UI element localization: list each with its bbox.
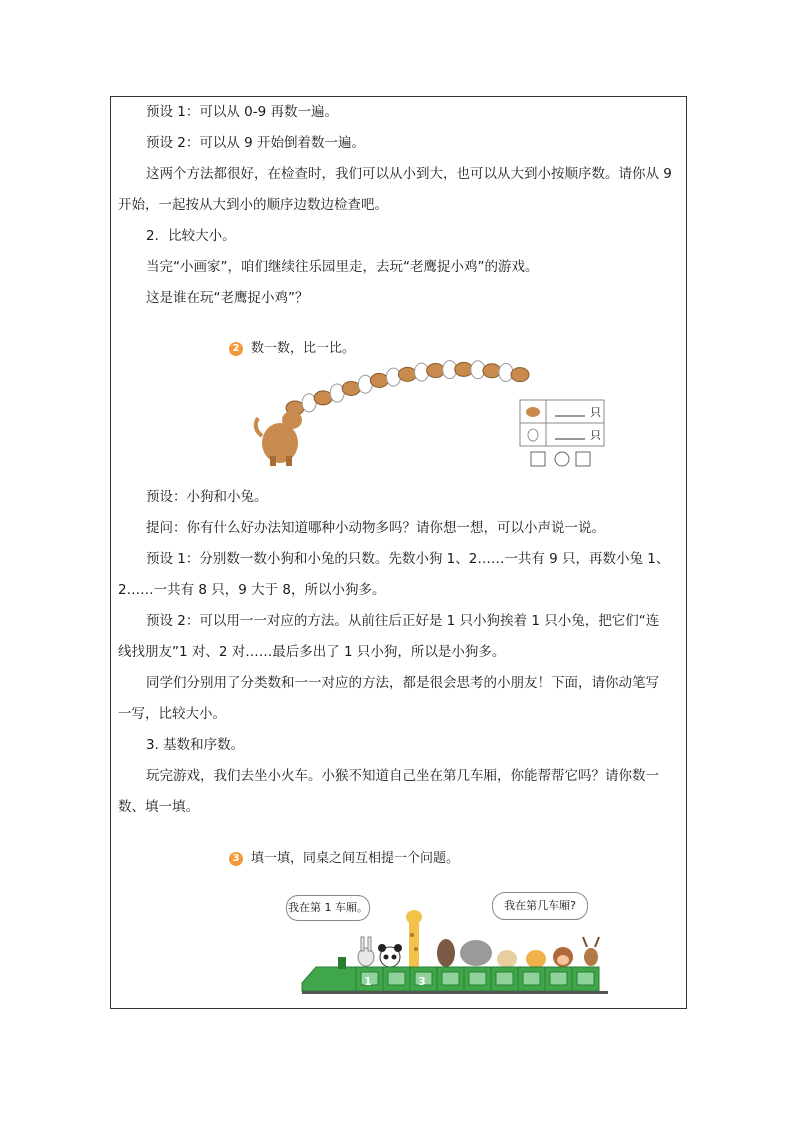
figure2-title-text: 填一填，同桌之间互相提一个问题。 — [251, 851, 460, 866]
paragraph-summary-line2: 一写，比较大小。 — [118, 706, 226, 722]
train-illustration — [298, 905, 610, 1000]
rabbit-passenger-icon — [358, 937, 374, 966]
panda-passenger-icon — [378, 944, 402, 967]
train-car-window[interactable] — [496, 972, 513, 985]
dog-icon — [483, 364, 501, 378]
figure2-title — [229, 847, 459, 866]
dog-icon — [314, 391, 332, 405]
paragraph-train-line1: 玩完游戏，我们去坐小火车。小猴不知道自己坐在第几车厢，你能帮帮它吗？请你数一 — [146, 768, 659, 784]
paragraph-train-line2: 数、填一填。 — [118, 799, 199, 815]
paragraph-preset-a-line2: 2……一共有 8 只，9 大于 8，所以小狗多。 — [118, 582, 386, 598]
dog-icon — [342, 381, 360, 395]
paragraph-preset-b-line2: 线找朋友”1 对、2 对……最后多出了 1 只小狗，所以是小狗多。 — [118, 644, 506, 660]
dog-passenger-icon — [497, 950, 517, 968]
figure1-number-badge: 2 — [229, 342, 243, 356]
dog-icon — [399, 367, 417, 381]
train-engine — [302, 957, 356, 991]
dog-icon — [370, 373, 388, 387]
paragraph-preset-a-line1: 预设 1：分别数一数小狗和小兔的只数。先数小狗 1、2……一共有 9 只，再数小兔 1、 — [146, 551, 670, 567]
paragraph-summary-line1: 同学们分别用了分类数和一一对应的方法，都是很会思考的小朋友！下面，请你动笔写 — [146, 675, 659, 691]
figure1-title-text: 数一数，比一比。 — [251, 341, 356, 356]
train-car-window[interactable] — [442, 972, 459, 985]
dog-icon — [526, 407, 540, 417]
monkey-passenger-icon — [553, 947, 573, 967]
horse-passenger-icon — [437, 939, 455, 967]
train-car-window[interactable] — [550, 972, 567, 985]
train-car-window[interactable] — [523, 972, 540, 985]
figure1-illustration — [250, 348, 610, 473]
rabbit-icon — [386, 368, 400, 386]
answer-box-right[interactable] — [576, 452, 590, 466]
train-car-window[interactable] — [577, 972, 594, 985]
count-table — [520, 400, 604, 466]
big-dog-icon — [256, 411, 302, 466]
paragraph-preset-1: 预设 1：可以从 0-9 再数一遍。 — [146, 104, 339, 120]
paragraph-methods-line2: 开始，一起按从大到小的顺序边数边检查吧。 — [118, 197, 388, 213]
speech-bubble-right-text: 我在第几车厢? — [504, 899, 576, 912]
paragraph-question: 提问：你有什么好办法知道哪种小动物多吗？请你想一想，可以小声说一说。 — [146, 520, 605, 536]
table-unit-rabbit: 只 — [590, 429, 601, 442]
paragraph-methods-line1: 这两个方法都很好，在检查时，我们可以从小到大，也可以从大到小按顺序数。请你从 9 — [146, 166, 672, 182]
paragraph-who-playing: 这是谁在玩“老鹰捉小鸡”？ — [146, 290, 309, 306]
rabbit-icon — [358, 375, 372, 393]
tiger-passenger-icon — [526, 950, 546, 968]
dog-icon — [427, 364, 445, 378]
table-unit-dog: 只 — [590, 406, 601, 419]
rabbit-icon — [499, 363, 513, 381]
car-number-1: 1 — [364, 975, 372, 988]
train-track — [302, 991, 608, 994]
paragraph-answer: 预设：小狗和小兔。 — [146, 489, 268, 505]
figure2-number-badge: 3 — [229, 852, 243, 866]
answer-circle[interactable] — [555, 452, 569, 466]
section-heading-ordinal: 3. 基数和序数。 — [146, 737, 245, 753]
paragraph-game-intro: 当完“小画家”，咱们继续往乐园里走，去玩“老鹰捉小鸡”的游戏。 — [146, 259, 539, 275]
giraffe-passenger-icon — [406, 910, 422, 969]
rabbit-icon — [528, 429, 538, 441]
dog-icon — [455, 362, 473, 376]
paragraph-preset-2: 预设 2：可以从 9 开始倒着数一遍。 — [146, 135, 366, 151]
dog-icon — [511, 368, 529, 382]
elephant-passenger-icon — [460, 940, 492, 966]
paragraph-preset-b-line1: 预设 2：可以用一一对应的方法。从前往后正好是 1 只小狗挨着 1 只小兔，把它们“连 — [146, 613, 660, 629]
answer-box-left[interactable] — [531, 452, 545, 466]
speech-bubble-left-text: 我在第 1 车厢。 — [288, 901, 368, 914]
car-number-3: 3 — [418, 975, 426, 988]
train-car-window[interactable] — [388, 972, 405, 985]
deer-passenger-icon — [583, 937, 599, 966]
train-car-window[interactable] — [469, 972, 486, 985]
section-heading-compare: 2．比较大小。 — [146, 228, 236, 244]
